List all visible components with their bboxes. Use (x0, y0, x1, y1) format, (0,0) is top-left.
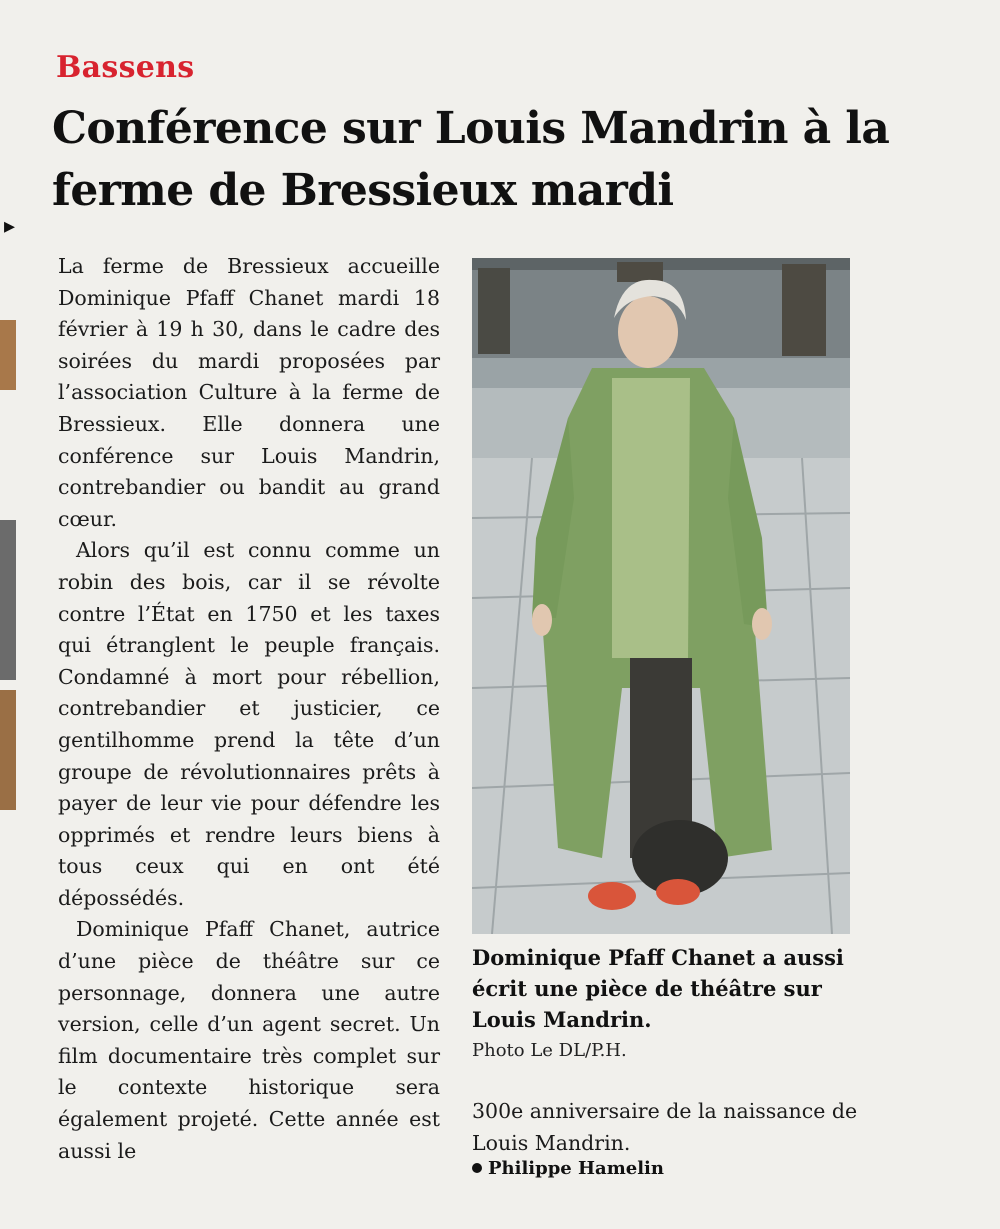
margin-arrow-icon: ▸ (4, 214, 16, 239)
headline: Conférence sur Louis Mandrin à la ferme de Bressieux mardi (52, 103, 890, 216)
paragraph: Alors qu’il est connu comme un robin des bois, car il se révolte contre l’État en 1750 et les taxes qui étranglent le peuple français. Condamné à mort pour rébellion, contrebandier et justicier, ce gentilhomme prend la tête d’un groupe de révolutionnaires prêts à payer de leur vie pour défendre les opprimés et rendre leurs biens à tous ceux qui en ont été dépossédés. (58, 538, 440, 910)
margin-edge-mark (0, 320, 16, 390)
photo-credit: Photo Le DL/P.H. (472, 1040, 627, 1061)
margin-edge-mark (0, 690, 16, 810)
margin-edge-mark (0, 520, 16, 680)
section-kicker: Bassens (56, 50, 195, 85)
paragraph: La ferme de Bressieux accueille Dominique Pfaff Chanet mardi 18 février à 19 h 30, dans le cadre des soirées du mardi proposées par l’association Culture à la ferme de Bressieux. Elle donnera une conférence sur Louis Mandrin, contrebandier ou bandit au grand cœur. (58, 254, 440, 531)
author-name: Philippe Hamelin (488, 1158, 664, 1179)
caption-text: Dominique Pfaff Chanet a aussi écrit une pièce de théâtre sur Louis Mandrin. (472, 945, 844, 1032)
photo-illustration (472, 258, 850, 934)
article-body (58, 251, 440, 1167)
article-photo (472, 258, 850, 934)
byline (472, 1158, 664, 1179)
paragraph: Dominique Pfaff Chanet, autrice d’une pièce de théâtre sur ce personnage, donnera une autre version, celle d’un agent secret. Un film documentaire très complet sur le contexte historique sera également projeté. Cette année est aussi le (58, 917, 440, 1163)
bullet-icon (472, 1163, 482, 1173)
photo-caption (472, 942, 892, 1065)
article-continuation: 300e anniversaire de la naissance de Louis Mandrin. (472, 1099, 858, 1155)
